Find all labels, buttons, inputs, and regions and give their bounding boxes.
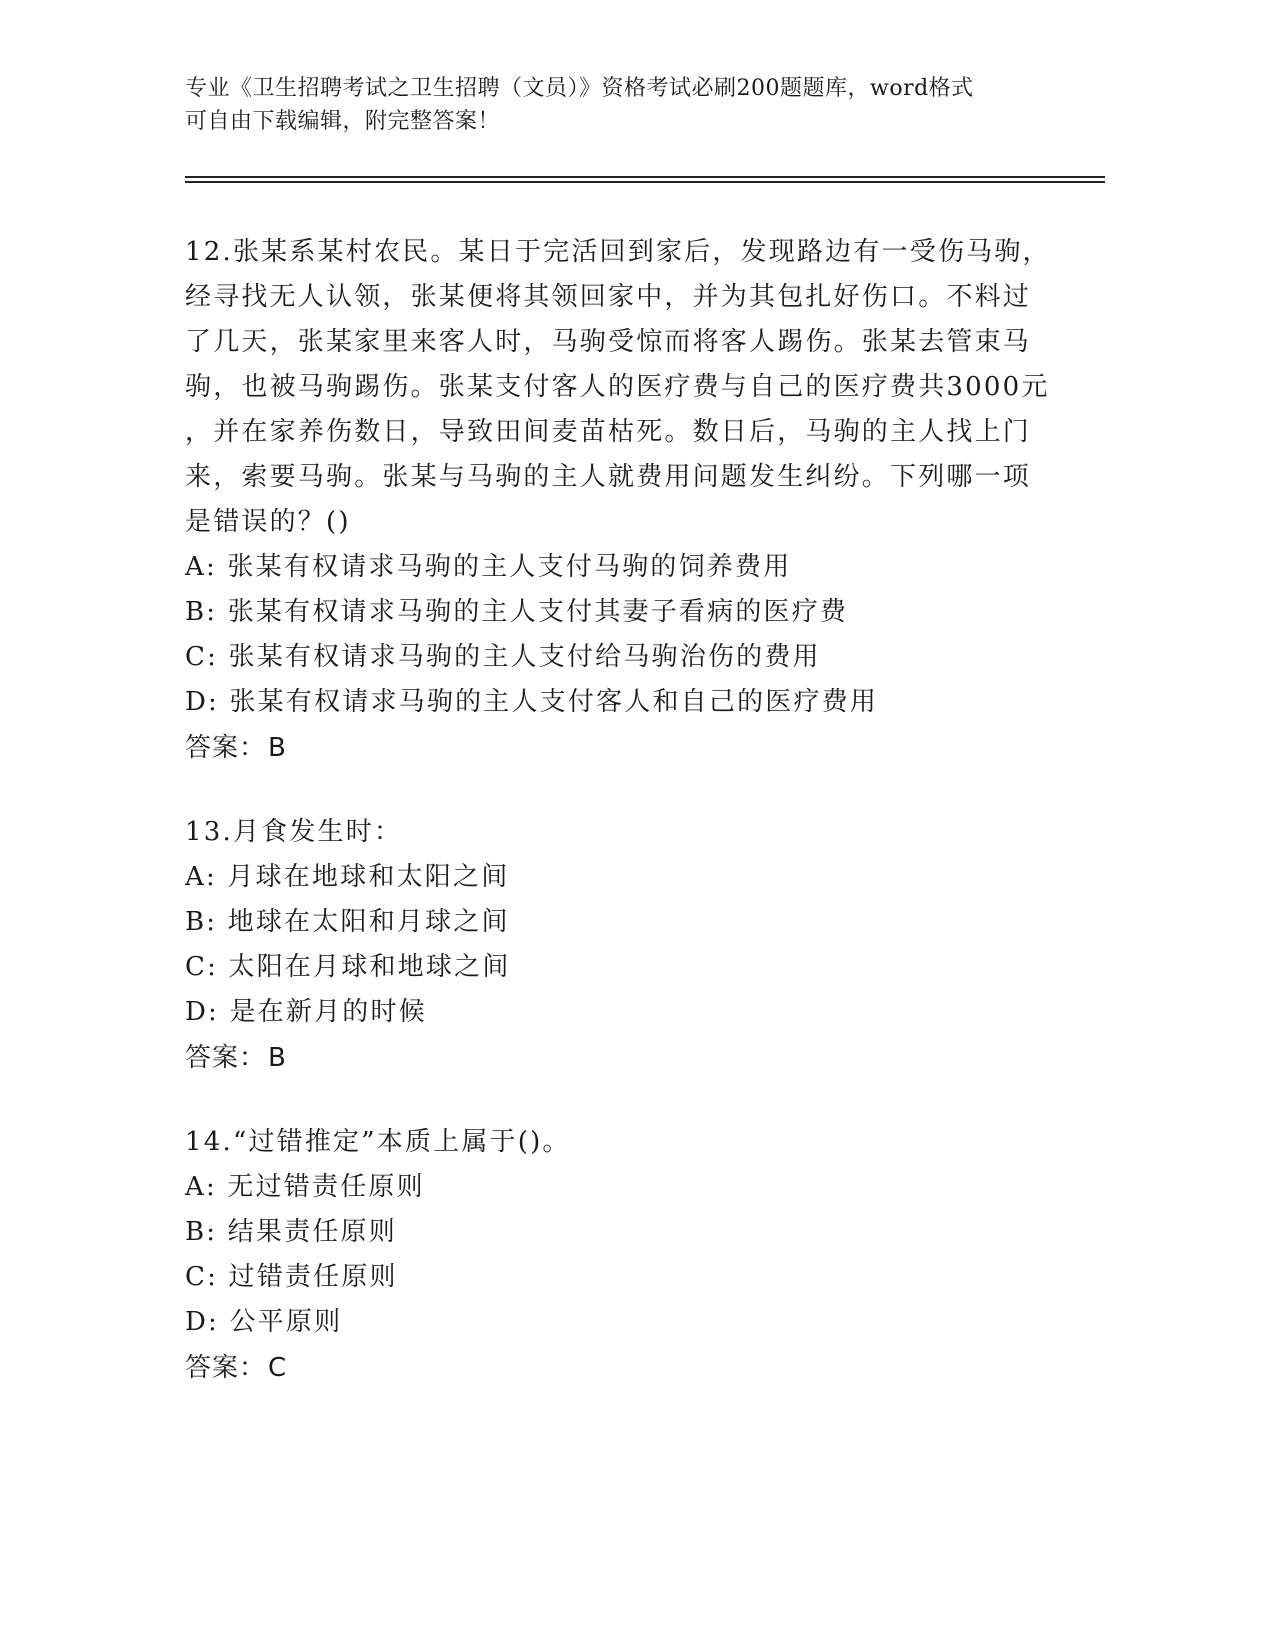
question-13: [185, 810, 1105, 1081]
answer: [185, 725, 1105, 771]
stem-line: 是错误的？(): [185, 507, 351, 537]
header-line-2: 可自由下载编辑，附完整答案！: [185, 109, 501, 134]
question-list: [185, 230, 1105, 1430]
answer-label: 答案：: [185, 1353, 267, 1383]
option-c: C: 张某有权请求马驹的主人支付给马驹治伤的费用: [185, 642, 821, 672]
option-a: A: 月球在地球和太阳之间: [185, 862, 510, 892]
answer: [185, 1035, 1105, 1081]
stem-line: 14.“过错推定”本质上属于()。: [185, 1127, 571, 1157]
option-c: C: 太阳在月球和地球之间: [185, 952, 511, 982]
option-d: D: 是在新月的时候: [185, 997, 427, 1027]
answer-value: C: [268, 1353, 288, 1383]
answer-label: 答案：: [185, 1043, 267, 1073]
option-c: C: 过错责任原则: [185, 1262, 398, 1292]
option-a: A: 无过错责任原则: [185, 1172, 425, 1202]
option-d: D: 张某有权请求马驹的主人支付客人和自己的医疗费用: [185, 687, 879, 717]
stem-line: 经寻找无人认领，张某便将其领回家中，并为其包扎好伤口。不料过: [185, 282, 1032, 312]
document-header: [185, 72, 1105, 138]
stem-line: 13.月食发生时：: [185, 817, 403, 847]
question-stem: [185, 810, 1045, 855]
question-stem: [185, 1120, 1045, 1165]
stem-line: 来，索要马驹。张某与马驹的主人就费用问题发生纠纷。下列哪一项: [185, 462, 1032, 492]
header-divider-bottom: [185, 181, 1105, 183]
stem-line: 12.张某系某村农民。某日于完活回到家后，发现路边有一受伤马驹，: [185, 237, 1051, 267]
option-b: B: 张某有权请求马驹的主人支付其妻子看病的医疗费: [185, 597, 849, 627]
option-d: D: 公平原则: [185, 1307, 343, 1337]
question-12: [185, 230, 1105, 771]
header-divider-top: [185, 176, 1105, 178]
stem-line: 了几天，张某家里来客人时，马驹受惊而将客人踢伤。张某去管束马: [185, 327, 1032, 357]
answer-value: B: [268, 1043, 287, 1073]
stem-line: 驹，也被马驹踢伤。张某支付客人的医疗费与自己的医疗费共3000元: [185, 372, 1050, 402]
question-14: [185, 1120, 1105, 1391]
question-stem: [185, 230, 1051, 545]
stem-line: ，并在家养伤数日，导致田间麦苗枯死。数日后，马驹的主人找上门: [185, 417, 1032, 447]
option-b: B: 结果责任原则: [185, 1217, 397, 1247]
answer-value: B: [268, 733, 287, 763]
answer-label: 答案：: [185, 733, 267, 763]
header-line-1: 专业《卫生招聘考试之卫生招聘（文员）》资格考试必刷200题题库，word格式: [185, 76, 974, 101]
option-a: A: 张某有权请求马驹的主人支付马驹的饲养费用: [185, 552, 792, 582]
answer: [185, 1345, 1105, 1391]
option-b: B: 地球在太阳和月球之间: [185, 907, 510, 937]
